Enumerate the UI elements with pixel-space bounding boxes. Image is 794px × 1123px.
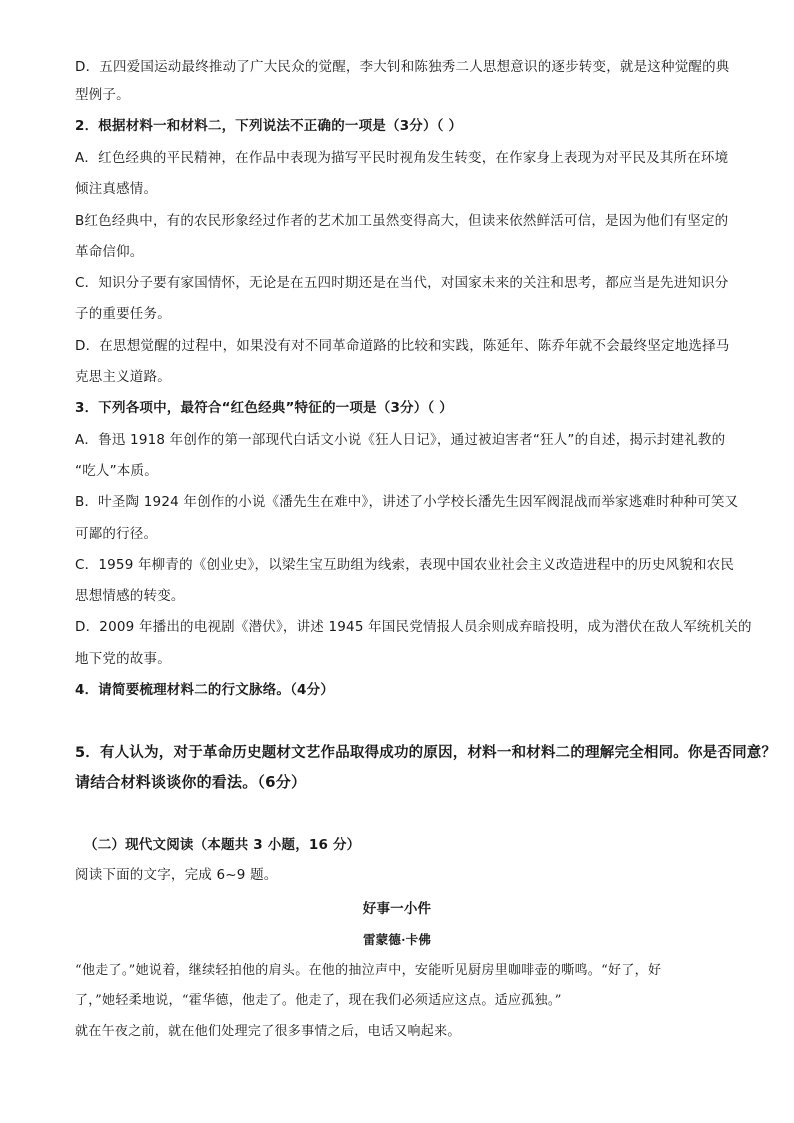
story-title: 好事一小件: [362, 901, 432, 917]
q2-option-d-line2: 克思主义道路。: [75, 369, 171, 385]
question-5-stem-line1: 5．有人认为，对于革命历史题材文艺作品取得成功的原因，材料一和材料二的理解完全相同。你是否同意？: [75, 745, 777, 761]
q2-option-d-line1: D．在思想觉醒的过程中，如果没有对不同革命道路的比较和实践，陈延年、陈乔年就不会最终坚定地选择马: [75, 338, 730, 354]
q2-option-b-line2: 革命信仰。: [75, 244, 144, 260]
q3-option-a-line2: “吃人”本质。: [75, 463, 158, 479]
q3-option-c-line2: 思想情感的转变。: [75, 588, 185, 604]
story-paragraph-1-line2: 了，”她轻柔地说，“霍华德，他走了。他走了，现在我们必须适应这点。适应孤独。”: [75, 993, 562, 1008]
option-d-line1: D．五四爱国运动最终推动了广大民众的觉醒，李大钊和陈独秀二人思想意识的逐步转变，就是这种觉醒的典: [75, 59, 730, 75]
q3-option-c-line1: C．1959 年柳青的《创业史》，以梁生宝互助组为线索，表现中国农业社会主义改造进程中的历史风貌和农民: [75, 557, 735, 573]
q2-option-c-line1: C．知识分子要有家国情怀，无论是在五四时期还是在当代，对国家未来的关注和思考，都应当是先进知识分: [75, 275, 729, 291]
story-author: 雷蒙德·卡佛: [362, 932, 432, 947]
story-paragraph-2: 就在午夜之前，就在他们处理完了很多事情之后，电话又响起来。: [75, 1024, 461, 1039]
q2-option-b-line1: B红色经典中，有的农民形象经过作者的艺术加工虽然变得高大，但读来依然鲜活可信，是因为他们有坚定的: [75, 213, 729, 229]
section-2-heading: （二）现代文阅读（本题共 3 小题，16 分）: [84, 837, 361, 853]
q2-option-a-line1: A．红色经典的平民精神，在作品中表现为描写平民时视角发生转变，在作家身上表现为对平民及其所在环境: [75, 150, 729, 166]
q3-option-b-line1: B．叶圣陶 1924 年创作的小说《潘先生在难中》，讲述了小学校长潘先生因军阀混战而举家逃难时种种可笑又: [75, 494, 739, 510]
q3-option-d-line2: 地下党的故事。: [75, 651, 171, 667]
q2-option-a-line2: 倾注真感情。: [75, 181, 158, 197]
story-paragraph-1-line1: “他走了。”她说着，继续轻拍他的肩头。在他的抽泣声中，安能听见厨房里咖啡壶的嘶鸣。“好了，好: [75, 963, 662, 978]
section-2-instruction: 阅读下面的文字，完成 6~9 题。: [75, 867, 278, 883]
q2-option-c-line2: 子的重要任务。: [75, 306, 171, 322]
q3-option-d-line1: D．2009 年播出的电视剧《潜伏》，讲述 1945 年国民党情报人员余则成弃暗投明，成为潜伏在敌人军统机关的: [75, 619, 752, 635]
question-2-stem: 2．根据材料一和材料二，下列说法不正确的一项是（3分）（ ）: [75, 118, 463, 134]
question-5-stem-line2: 请结合材料谈谈你的看法。（6分）: [75, 773, 307, 791]
option-d-line2: 型例子。: [75, 87, 130, 103]
question-4-stem: 4．请简要梳理材料二的行文脉络。（4分）: [75, 682, 335, 698]
question-3-stem: 3．下列各项中，最符合“红色经典”特征的一项是（3分）（ ）: [75, 400, 453, 416]
q3-option-a-line1: A．鲁迅 1918 年创作的第一部现代白话文小说《狂人日记》，通过被迫害者“狂人”的自述，揭示封建礼教的: [75, 432, 726, 448]
q3-option-b-line2: 可鄙的行径。: [75, 526, 158, 542]
